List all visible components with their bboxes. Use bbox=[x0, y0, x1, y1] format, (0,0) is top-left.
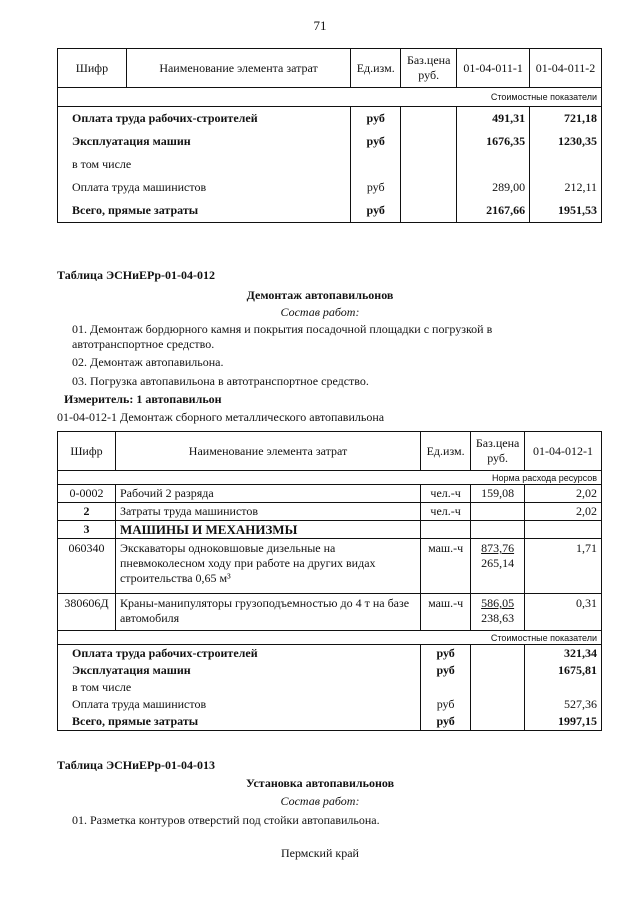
row-value-2: 1230,35 bbox=[530, 130, 602, 153]
row-price bbox=[401, 176, 457, 199]
table-row bbox=[58, 539, 602, 594]
row-unit: маш.-ч bbox=[421, 594, 471, 631]
row-name: Оплата труда рабочих-строителей bbox=[58, 645, 421, 663]
row-name: Краны-манипуляторы грузоподъемностью до 4 т на базе автомобиля bbox=[115, 594, 420, 631]
header-col-1: 01-04-012-1 bbox=[525, 432, 602, 471]
row-unit: руб bbox=[351, 130, 401, 153]
row-value bbox=[525, 521, 602, 539]
row-price bbox=[401, 153, 457, 176]
row-value-1: 2167,66 bbox=[457, 199, 530, 223]
row-name: Всего, прямые затраты bbox=[58, 713, 421, 731]
table-row bbox=[58, 662, 602, 679]
row-code: 0-0002 bbox=[58, 485, 116, 503]
row-value-2 bbox=[530, 153, 602, 176]
row-name: Оплата труда машинистов bbox=[58, 176, 351, 199]
table-row bbox=[58, 153, 602, 176]
row-code: 3 bbox=[58, 521, 116, 539]
header-name: Наименование элемента затрат bbox=[115, 432, 420, 471]
row-name: Затраты труда машинистов bbox=[115, 503, 420, 521]
row-price bbox=[471, 713, 525, 731]
row-name: в том числе bbox=[58, 679, 421, 696]
row-unit: руб bbox=[351, 176, 401, 199]
table-row bbox=[58, 199, 602, 223]
row-name: Рабочий 2 разряда bbox=[115, 485, 420, 503]
item-code-line: 01-04-012-1 Демонтаж сборного металлического автопавильона bbox=[57, 410, 385, 424]
row-value: 321,34 bbox=[525, 645, 602, 663]
header-name: Наименование элемента затрат bbox=[126, 49, 350, 88]
work-composition-label: Состав работ: bbox=[280, 305, 360, 319]
meter-label: Измеритель: 1 автопавильон bbox=[64, 392, 222, 406]
row-unit: руб bbox=[351, 199, 401, 223]
price-machinist: 238,63 bbox=[481, 611, 515, 625]
row-name: Всего, прямые затраты bbox=[58, 199, 351, 223]
table-title: Таблица ЭСНиЕРр-01-04-012 bbox=[57, 268, 216, 282]
table-row bbox=[58, 521, 602, 539]
row-name: МАШИНЫ И МЕХАНИЗМЫ bbox=[115, 521, 420, 539]
table-row bbox=[58, 130, 602, 153]
row-value: 1675,81 bbox=[525, 662, 602, 679]
row-unit: руб bbox=[351, 107, 401, 131]
row-price bbox=[471, 679, 525, 696]
row-code: 2 bbox=[58, 503, 116, 521]
work-item: 02. Демонтаж автопавильона. bbox=[72, 355, 224, 369]
row-price bbox=[471, 539, 525, 594]
row-value: 1,71 bbox=[525, 539, 602, 594]
price-total: 873,76 bbox=[481, 541, 515, 555]
section-heading: Демонтаж автопавильонов bbox=[246, 288, 394, 302]
row-unit bbox=[351, 153, 401, 176]
work-item: 01. Разметка контуров отверстий под стойки автопавильона. bbox=[72, 813, 380, 827]
subheader-row bbox=[58, 471, 602, 485]
header-col-2: 01-04-011-2 bbox=[530, 49, 602, 88]
row-price bbox=[401, 107, 457, 131]
work-item: 03. Погрузка автопавильона в автотранспортное средство. bbox=[72, 374, 369, 388]
row-value-1: 1676,35 bbox=[457, 130, 530, 153]
row-price bbox=[471, 521, 525, 539]
row-code: 060340 bbox=[58, 539, 116, 594]
table-header-row bbox=[58, 432, 602, 471]
row-name: Эксплуатация машин bbox=[58, 130, 351, 153]
row-price bbox=[471, 594, 525, 631]
row-unit: чел.-ч bbox=[421, 503, 471, 521]
table-row bbox=[58, 696, 602, 713]
row-value-2: 721,18 bbox=[530, 107, 602, 131]
row-price bbox=[401, 130, 457, 153]
row-unit: руб bbox=[421, 696, 471, 713]
resource-table-01-04-012 bbox=[57, 431, 602, 731]
row-value: 2,02 bbox=[525, 485, 602, 503]
row-value: 0,31 bbox=[525, 594, 602, 631]
header-code: Шифр bbox=[58, 49, 127, 88]
cost-table-01-04-011 bbox=[57, 48, 602, 223]
row-value-1: 491,31 bbox=[457, 107, 530, 131]
header-base-price: Баз.цена руб. bbox=[401, 49, 457, 88]
work-item: 01. Демонтаж бордюрного камня и покрытия посадочной площадки с погрузкой в bbox=[72, 322, 493, 336]
section-heading: Установка автопавильонов bbox=[245, 776, 395, 790]
row-value-2: 1951,53 bbox=[530, 199, 602, 223]
table-row bbox=[58, 594, 602, 631]
row-value bbox=[525, 679, 602, 696]
row-unit: чел.-ч bbox=[421, 485, 471, 503]
row-price bbox=[471, 645, 525, 663]
table-row bbox=[58, 485, 602, 503]
row-unit: руб bbox=[421, 645, 471, 663]
header-unit: Ед.изм. bbox=[421, 432, 471, 471]
row-name: Оплата труда машинистов bbox=[58, 696, 421, 713]
price-total: 586,05 bbox=[481, 596, 515, 610]
row-name: Эксплуатация машин bbox=[58, 662, 421, 679]
row-unit: руб bbox=[421, 713, 471, 731]
footer-region: Пермский край bbox=[281, 846, 359, 860]
row-unit bbox=[421, 521, 471, 539]
row-price bbox=[471, 696, 525, 713]
row-unit: маш.-ч bbox=[421, 539, 471, 594]
table-row bbox=[58, 679, 602, 696]
page-number: 71 bbox=[313, 18, 327, 33]
price-machinist: 265,14 bbox=[481, 556, 515, 570]
row-name: Экскаваторы одноковшовые дизельные на пневмоколесном ходу при работе на других видах строительства 0,65 м³ bbox=[115, 539, 420, 594]
table-row bbox=[58, 713, 602, 731]
row-value: 1997,15 bbox=[525, 713, 602, 731]
table-title: Таблица ЭСНиЕРр-01-04-013 bbox=[57, 758, 216, 772]
row-price bbox=[471, 662, 525, 679]
header-code: Шифр bbox=[58, 432, 116, 471]
row-unit bbox=[421, 679, 471, 696]
header-base-price: Баз.цена руб. bbox=[471, 432, 525, 471]
row-unit: руб bbox=[421, 662, 471, 679]
work-item: автотранспортное средство. bbox=[72, 337, 215, 351]
table-row bbox=[58, 176, 602, 199]
table-row bbox=[58, 503, 602, 521]
row-price bbox=[401, 199, 457, 223]
row-price bbox=[471, 503, 525, 521]
row-value-2: 212,11 bbox=[530, 176, 602, 199]
row-price: 159,08 bbox=[471, 485, 525, 503]
row-value: 2,02 bbox=[525, 503, 602, 521]
subheader-cost: Стоимостные показатели bbox=[58, 631, 602, 645]
table-header-row bbox=[58, 49, 602, 88]
row-value-1: 289,00 bbox=[457, 176, 530, 199]
header-unit: Ед.изм. bbox=[351, 49, 401, 88]
row-name: Оплата труда рабочих-строителей bbox=[58, 107, 351, 131]
subheader-row bbox=[58, 88, 602, 107]
table-row bbox=[58, 107, 602, 131]
work-composition-label: Состав работ: bbox=[280, 794, 360, 808]
subheader-cost: Стоимостные показатели bbox=[58, 88, 602, 107]
row-value: 527,36 bbox=[525, 696, 602, 713]
table-row bbox=[58, 645, 602, 663]
subheader-norms: Норма расхода ресурсов bbox=[58, 471, 602, 485]
header-col-1: 01-04-011-1 bbox=[457, 49, 530, 88]
row-name: в том числе bbox=[58, 153, 351, 176]
row-value-1 bbox=[457, 153, 530, 176]
subheader-row bbox=[58, 631, 602, 645]
row-code: 380606Д bbox=[58, 594, 116, 631]
